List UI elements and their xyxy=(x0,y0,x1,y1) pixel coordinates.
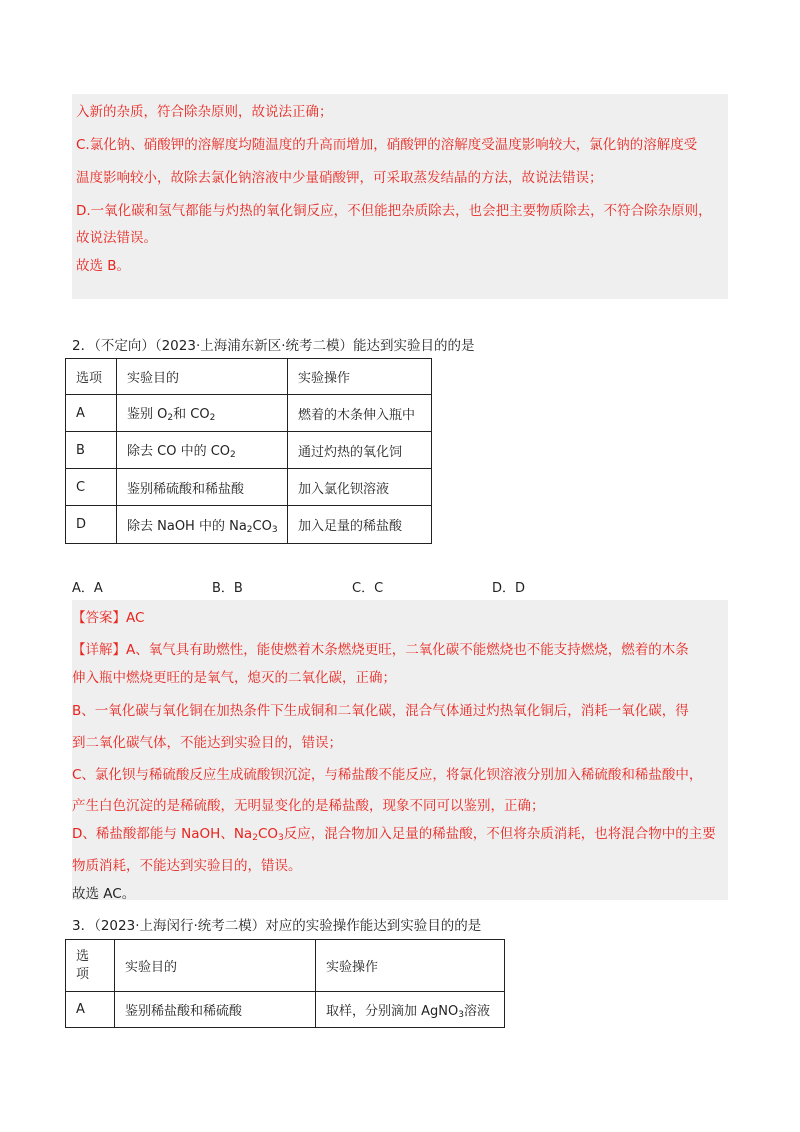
table-header-row xyxy=(66,359,432,395)
header-operation: 实验操作 xyxy=(316,940,505,992)
question-2-table xyxy=(65,358,432,544)
detail-line: B、一氧化碳与氧化铜在加热条件下生成铜和二氧化碳，混合气体通过灼热氧化铜后，消耗一氧化碳，得 xyxy=(72,703,689,719)
header-goal: 实验目的 xyxy=(115,940,316,992)
question-2-stem: 2．（不定向）（2023·上海浦东新区·统考二模）能达到实验目的的是 xyxy=(72,338,475,354)
row-goal: 鉴别 $O_2$和 $CO_2$ xyxy=(117,395,288,432)
detail-line: 产生白色沉淀的是稀硫酸，无明显变化的是稀盐酸，现象不同可以鉴别，正确； xyxy=(72,798,545,814)
detail-line: 物质消耗，不能达到实验目的，错误。 xyxy=(72,858,302,874)
detail-line: 伸入瓶中燃烧更旺的是氧气，熄灭的二氧化碳，正确； xyxy=(72,670,396,686)
detail-line: D、稀盐酸都能与 NaOH、$Na_2CO_3$反应，混合物加入足量的稀盐酸，不但将杂质消耗，也将混合物中的主要 xyxy=(72,826,716,843)
row-operation: 通过灼热的氧化饲 xyxy=(288,432,432,469)
choice-c: C．C xyxy=(352,581,384,596)
prev-answer-line: D.一氧化碳和氢气都能与灼热的氧化铜反应，不但能把杂质除去，也会把主要物质除去，不符合除杂原则， xyxy=(76,203,712,219)
row-option: D xyxy=(66,506,117,544)
table-header-row xyxy=(66,940,505,992)
row-operation: 取样，分别滴加 AgNO$_3$溶液 xyxy=(316,992,505,1028)
prev-answer-line: 故选 B。 xyxy=(76,258,131,274)
prev-answer-line: 温度影响较小，故除去氯化钠溶液中少量硝酸钾，可采取蒸发结晶的方法，故说法错误； xyxy=(76,170,603,186)
detail-line: C、氯化钡与稀硫酸反应生成硫酸钡沉淀，与稀盐酸不能反应，将氯化钡溶液分别加入稀硫酸和稀盐酸中， xyxy=(72,767,703,783)
table-row xyxy=(66,469,432,506)
header-option: 选 项 xyxy=(66,940,115,992)
row-goal: 除去 CO 中的 $CO_2$ xyxy=(117,432,288,469)
row-goal: 鉴别稀盐酸和稀硫酸 xyxy=(115,992,316,1028)
choice-b: B．B xyxy=(212,581,243,596)
detail-line: 【详解】A、氧气具有助燃性，能使燃着木条燃烧更旺，二氧化碳不能燃烧也不能支持燃烧，燃着的木条 xyxy=(72,642,689,658)
row-operation: 加入足量的稀盐酸 xyxy=(288,506,432,544)
question-3-stem: 3．（2023·上海闵行·统考二模）对应的实验操作能达到实验目的的是 xyxy=(72,918,482,934)
row-option: B xyxy=(66,432,117,469)
row-goal: 除去 NaOH 中的 $Na_2CO_3$ xyxy=(117,506,288,544)
row-goal: 鉴别稀硫酸和稀盐酸 xyxy=(117,469,288,506)
row-option: A xyxy=(66,992,115,1028)
header-goal: 实验目的 xyxy=(117,359,288,395)
row-option: A xyxy=(66,395,117,432)
table-row xyxy=(66,992,505,1028)
header-operation: 实验操作 xyxy=(288,359,432,395)
row-option: C xyxy=(66,469,117,506)
prev-answer-line: 故说法错误。 xyxy=(76,230,157,246)
header-option: 选项 xyxy=(66,359,117,395)
table-row xyxy=(66,432,432,469)
row-operation: 燃着的木条伸入瓶中 xyxy=(288,395,432,432)
detail-line: 到二氧化碳气体，不能达到实验目的，错误； xyxy=(72,735,342,751)
prev-answer-line: 入新的杂质，符合除杂原则，故说法正确； xyxy=(76,104,333,120)
choice-a: A．A xyxy=(72,581,103,596)
question-3-table xyxy=(65,939,505,1028)
prev-answer-block xyxy=(72,94,728,299)
final-answer: 故选 AC。 xyxy=(72,886,136,902)
choice-d: D．D xyxy=(492,581,526,596)
row-operation: 加入氯化钡溶液 xyxy=(288,469,432,506)
prev-answer-line: C.氯化钠、硝酸钾的溶解度均随温度的升高而增加，硝酸钾的溶解度受温度影响较大，氯化钠的溶解度受 xyxy=(76,137,698,153)
answer-label: 【答案】AC xyxy=(72,610,145,626)
table-row xyxy=(66,506,432,544)
table-row xyxy=(66,395,432,432)
